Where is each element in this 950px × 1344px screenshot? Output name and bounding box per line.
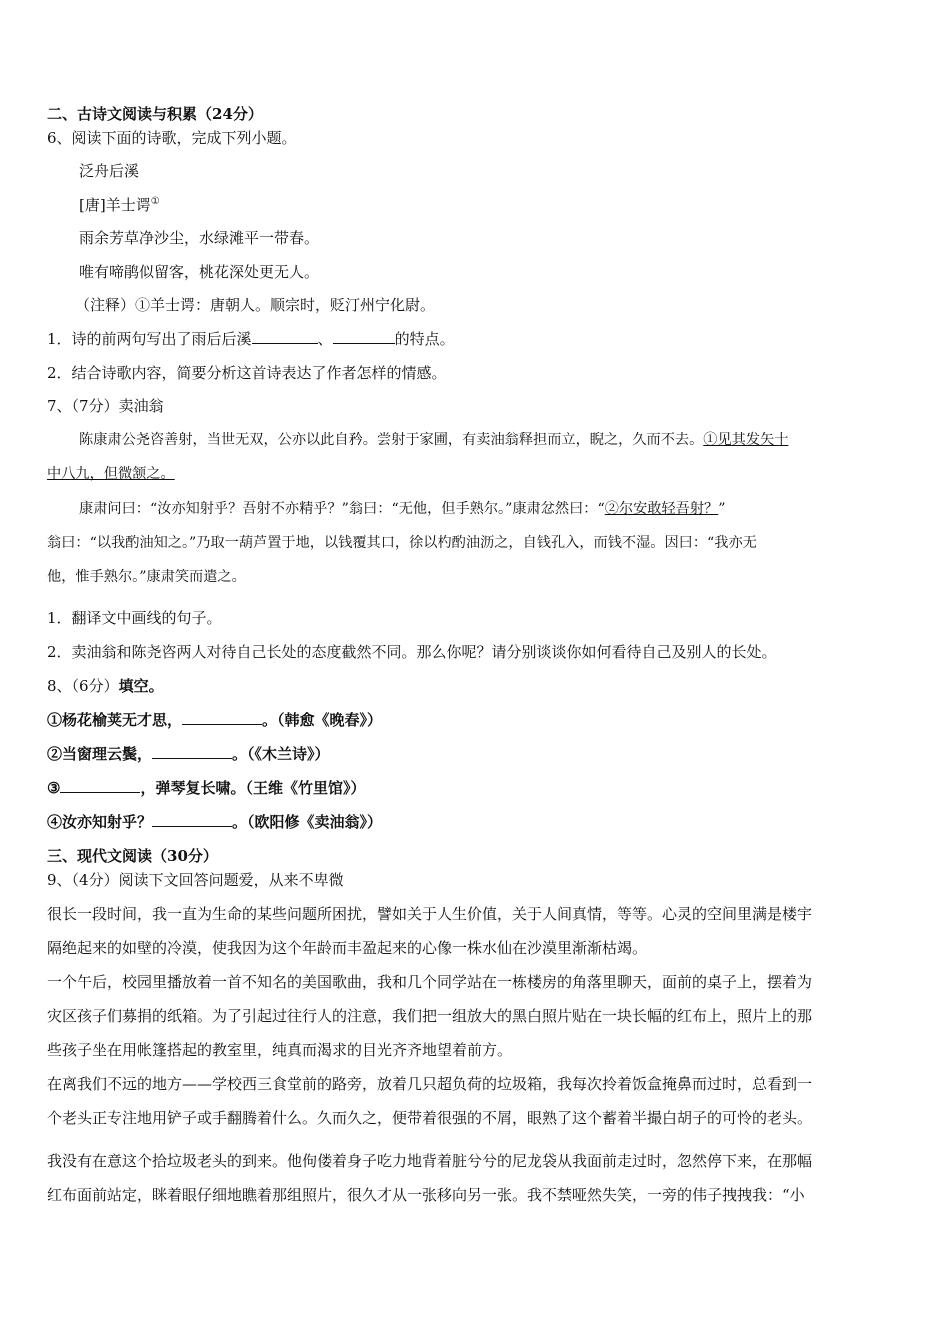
q6-prompt: 6、阅读下面的诗歌，完成下列小题。: [47, 129, 297, 147]
poem-note: （注释）①羊士谔：唐朝人。顺宗时，贬汀州宁化尉。: [75, 296, 436, 314]
passage-line: 红布面前站定，眯着眼仔细地瞧着那组照片，很久才从一张移向另一张。我不禁哑然失笑，一旁的伟子拽拽我：“小: [47, 1186, 805, 1204]
footnote-mark: ①: [150, 196, 160, 207]
section-3-heading: 三、现代文阅读（30分）: [47, 847, 218, 865]
q7-sub1: 1．翻译文中画线的句子。: [47, 609, 222, 627]
q8-item-4: [47, 812, 382, 832]
q7-sub2: 2．卖油翁和陈尧咨两人对待自己长处的态度截然不同。那么你呢？请分别谈谈你如何看待自己及别人的长处。: [47, 643, 777, 661]
q8-title-score: 8、（6分）: [47, 677, 119, 695]
q8-title-label: 填空。: [118, 677, 164, 695]
section-2-heading: 二、古诗文阅读与积累（24分）: [47, 105, 263, 123]
passage-line: 在离我们不远的地方——学校西三食堂前的路旁，放着几只超负荷的垃圾箱，我每次拎着饭盒掩鼻而过时，总看到一: [47, 1075, 813, 1093]
q7-p2-text: 康肃问曰：“汝亦知射乎？吾射不亦精乎？”翁曰：“无他，但手熟尔。”康肃忿然曰：“: [79, 501, 605, 517]
poem-author-name: [唐]羊士谔: [79, 196, 151, 214]
passage-line: 隔绝起来的如壁的冷漠，使我因为这个年龄而丰盈起来的心像一株水仙在沙漠里渐渐枯竭。: [47, 939, 648, 957]
answer-blank[interactable]: [152, 812, 232, 827]
q6-sub1: [47, 329, 455, 349]
poem-author: [79, 195, 160, 215]
q9-title: 9、（4分）阅读下文回答问题爱，从来不卑微: [47, 871, 344, 889]
q7-paragraph-2-cont: 翁曰：“以我酌油知之。”乃取一葫芦置于地，以钱覆其口，徐以杓酌油沥之，自钱孔入，而钱不湿。因曰：“我亦无: [47, 535, 757, 551]
q8-title: [47, 676, 164, 696]
q7-title: 7、（7分）卖油翁: [47, 397, 164, 415]
passage-line: 很长一段时间，我一直为生命的某些问题所困扰，譬如关于人生价值，关于人间真情，等等。心灵的空间里满是楼宇: [47, 905, 813, 923]
q7-paragraph-1: [79, 430, 788, 450]
q8-item1-b: 。（韩愈《晚春》）: [262, 711, 383, 729]
q6-sub1-text-b: 的特点。: [394, 330, 455, 348]
q7-p1-text: 陈康肃公尧咨善射，当世无双，公亦以此自矜。尝射于家圃，有卖油翁释担而立，睨之，久而不去。: [79, 432, 704, 448]
q8-item3-a: ③: [47, 779, 61, 797]
passage-line: 一个午后，校园里播放着一首不知名的美国歌曲，我和几个同学站在一栋楼房的角落里聊天，面前的桌子上，摆着为: [47, 973, 813, 991]
poem-title: 泛舟后溪: [79, 162, 140, 180]
underlined-sentence-1-cont: 中八九，但微颔之。: [47, 466, 175, 482]
q8-item2-b: 。（《木兰诗》）: [232, 745, 330, 763]
q6-sub1-sep: 、: [317, 330, 333, 348]
q7-paragraph-1-cont: [47, 464, 175, 484]
answer-blank[interactable]: [182, 710, 262, 725]
q7-p2-close: ”: [718, 501, 726, 517]
answer-blank[interactable]: [152, 744, 232, 759]
q7-paragraph-2-end: 他，惟手熟尔。”康肃笑而遣之。: [47, 569, 246, 585]
q6-sub1-text-a: 1．诗的前两句写出了雨后后溪: [47, 330, 252, 348]
q8-item-3: [47, 778, 365, 798]
q8-item-1: [47, 710, 382, 730]
q8-item3-b: ，弹琴复长啸。（王维《竹里馆》）: [140, 779, 366, 797]
answer-blank[interactable]: [333, 329, 395, 344]
answer-blank[interactable]: [252, 329, 318, 344]
q8-item-2: [47, 744, 330, 764]
underlined-sentence-1: ①见其发矢十: [703, 432, 789, 448]
passage-line: 灾区孩子们募捐的纸箱。为了引起过往行人的注意，我们把一组放大的黑白照片贴在一块长幅的红布上，照片上的那: [47, 1007, 813, 1025]
q6-sub2: 2．结合诗歌内容，简要分析这首诗表达了作者怎样的情感。: [47, 364, 447, 382]
passage-line: 个老头正专注地用铲子或手翻腾着什么。久而久之，便带着很强的不屑，眼熟了这个蓄着半撮白胡子的可怜的老头。: [47, 1109, 813, 1127]
q8-item2-a: ②当窗理云鬓，: [47, 745, 153, 763]
q8-item4-b: 。（欧阳修《卖油翁》）: [232, 813, 383, 831]
q8-item1-a: ①杨花榆荚无才思，: [47, 711, 183, 729]
underlined-sentence-2: ②尔安敢轻吾射？: [604, 501, 719, 517]
answer-blank[interactable]: [60, 778, 140, 793]
q7-paragraph-2: [79, 499, 726, 519]
poem-line-2: 唯有啼鹃似留客，桃花深处更无人。: [79, 263, 320, 281]
q8-item4-a: ④汝亦知射乎？: [47, 813, 153, 831]
passage-line: 我没有在意这个拾垃圾老头的到来。他佝偻着身子吃力地背着脏兮兮的尼龙袋从我面前走过时，忽然停下来，在那幅: [47, 1152, 813, 1170]
poem-line-1: 雨余芳草净沙尘，水绿滩平一带春。: [79, 229, 320, 247]
passage-line: 些孩子坐在用帐篷搭起的教室里，纯真而渴求的目光齐齐地望着前方。: [47, 1041, 513, 1059]
